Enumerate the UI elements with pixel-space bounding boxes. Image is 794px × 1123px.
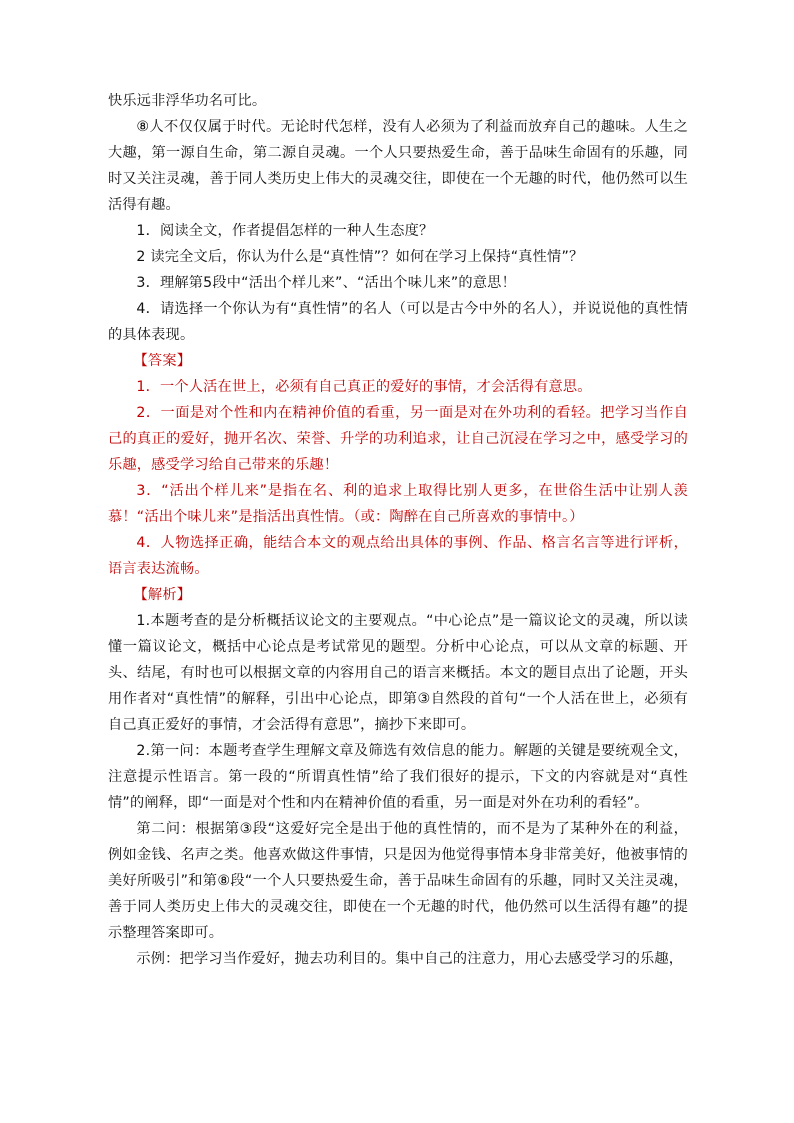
analysis-2: 2.第一问：本题考查学生理解文章及筛选有效信息的能力。解题的关键是要统观全文，注意提示性语言。第一段的“所谓真性情”给了我们很好的提示，下文的内容就是对“真性情”的阐释，即“一面是对个性和内在精神价值的看重，另一面是对外在功利的看轻”。 xyxy=(108,743,688,811)
answer-1: 1．一个人活在世上，必须有自己真正的爱好的事情，才会活得有意思。 xyxy=(136,379,592,395)
analysis-example: 示例：把学习当作爱好，抛去功利目的。集中自己的注意力，用心去感受学习的乐趣， xyxy=(136,951,684,967)
question-4: 4．请选择一个你认为有“真性情”的名人（可以是古今中外的名人），并说说他的真性情的具体表现。 xyxy=(108,301,688,343)
answer-2: 2．一面是对个性和内在精神价值的看重，另一面是对在外功利的看轻。把学习当作自己的真正的爱好，抛开名次、荣誉、升学的功利追求，让自己沉浸在学习之中，感受学习的乐趣，感受学习给自己带来的乐趣！ xyxy=(108,405,688,473)
intro-tail-paragraph: 快乐远非浮华功名可比。 xyxy=(108,93,267,109)
question-1: 1．阅读全文，作者提倡怎样的一种人生态度？ xyxy=(136,223,434,239)
question-3: 3．理解第5段中“活出个样儿来”、“活出个味儿来”的意思！ xyxy=(136,275,516,291)
analysis-1: 1.本题考查的是分析概括议论文的主要观点。“中心论点”是一篇议论文的灵魂，所以读懂一篇议论文，概括中心论点是考试常见的题型。分析中心论点，可以从文章的标题、开头、结尾，有时也可以根据文章的内容用自己的语言来概括。本文的题目点出了论题，开头用作者对“真性情”的解释，引出中心论点，即第③自然段的首句“一个人活在世上，必须有自己真正爱好的事情，才会活得有意思”，摘抄下来即可。 xyxy=(108,613,688,733)
paragraph-8: ⑧人不仅仅属于时代。无论时代怎样，没有人必须为了利益而放弃自己的趣味。人生之大趣，第一源自生命，第二源自灵魂。一个人只要热爱生命，善于品味生命固有的乐趣，同时又关注灵魂，善于同人类历史上伟大的灵魂交往，即使在一个无趣的时代，他仍然可以生活得有趣。 xyxy=(108,119,688,213)
answer-heading: 【答案】 xyxy=(133,353,192,369)
analysis-heading: 【解析】 xyxy=(133,587,192,603)
analysis-2-part-2: 第二问：根据第③段“这爱好完全是出于他的真性情的，而不是为了某种外在的利益，例如金钱、名声之类。他喜欢做这件事情，只是因为他觉得事情本身非常美好，他被事情的美好所吸引”和第⑧段“一个人只要热爱生命，善于品味生命固有的乐趣，同时又关注灵魂，善于同人类历史上伟大的灵魂交往，即使在一个无趣的时代，他仍然可以生活得有趣”的提示整理答案即可。 xyxy=(108,821,688,941)
answer-4: 4．人物选择正确，能结合本文的观点给出具体的事例、作品、格言名言等进行评析，语言表达流畅。 xyxy=(108,535,688,577)
document-page xyxy=(108,88,688,972)
answer-3: 3．“活出个样儿来”是指在名、利的追求上取得比别人更多，在世俗生活中让别人羡慕！“活出个味儿来”是指活出真性情。（或：陶醉在自己所喜欢的事情中。） xyxy=(108,483,688,525)
question-2: 2 读完全文后，你认为什么是“真性情”？如何在学习上保持“真性情”？ xyxy=(136,249,584,265)
